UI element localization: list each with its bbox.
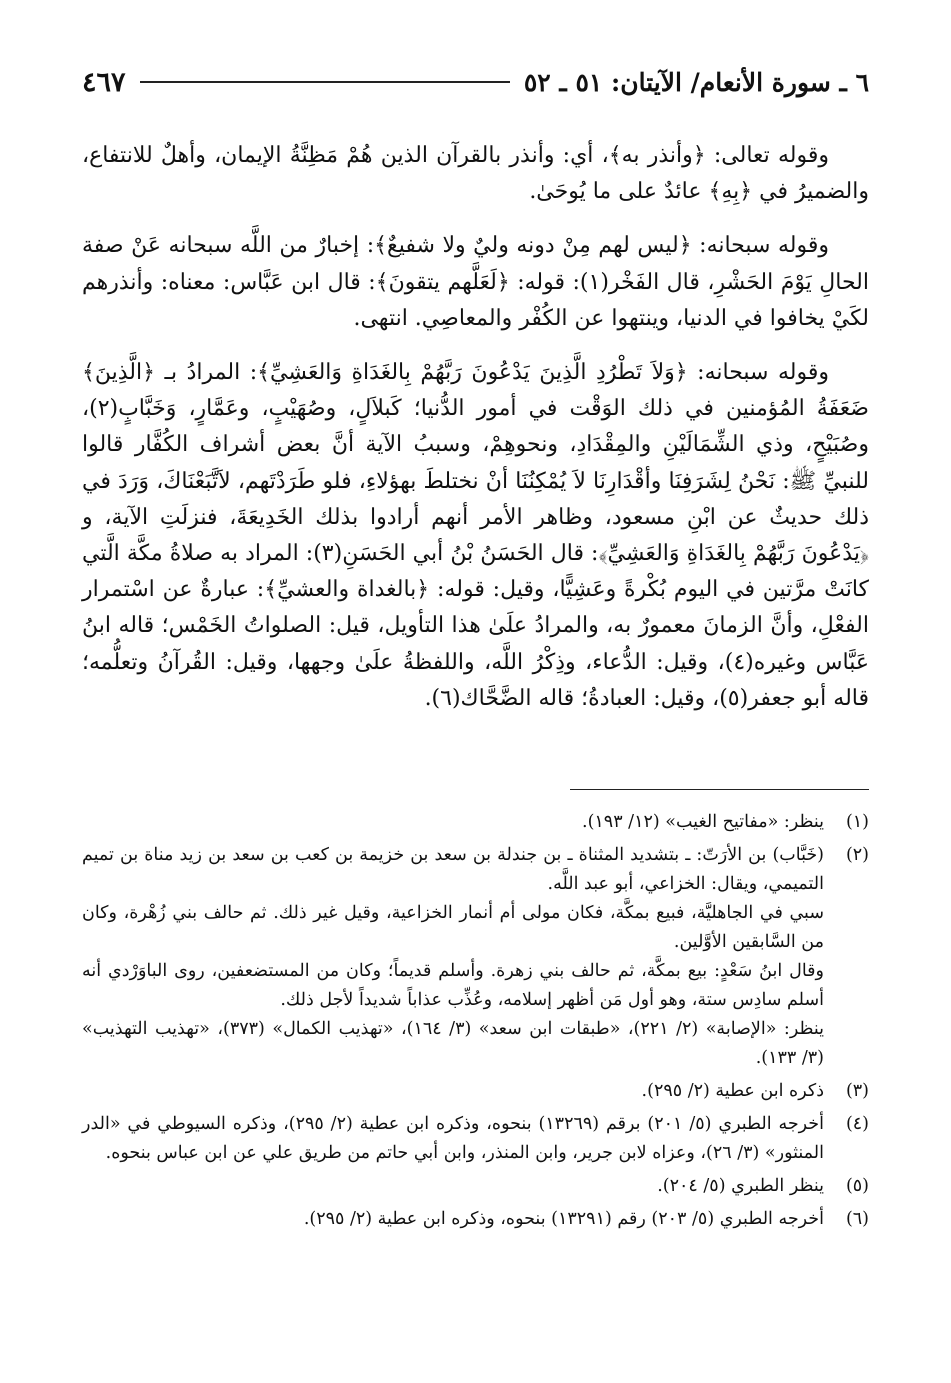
paragraph-2: وقوله سبحانه: ﴿ليس لهم مِنْ دونه وليٌ ولا شفيعٌ﴾: إخبارٌ من اللَّه سبحانه عَنْ صفة الحالِ يَوْمَ الحَشْرِ، قال الفَخْر(١): قوله: ﴿لَعَلَّهم يتقونَ﴾: قال ابن عَبَّاس: معناه: وأنذرهم لكَيْ يخافوا في الدنيا، وينتهوا عن الكُفْر والمعاصِي. انتهى. xyxy=(82,233,869,331)
paragraph-3: وقوله سبحانه: ﴿وَلاَ تَطْرُدِ الَّذِينَ يَدْعُونَ رَبَّهُمْ بِالغَدَاةِ وَالعَشِيِّ﴾: المرادُ بـ ﴿الَّذِينَ﴾ ضَعَفَةُ المُؤمنين في ذلك الوَقْت في أمور الدُّنيا؛ كَبلاَلٍ، وصُهَيْبٍ، وعَمَّارٍ، وَخَبَّابٍ(٢)، وصُبَيْحٍ، وذي الشِّمَالَيْنِ والمِقْدَادِ، ونحوهِمْ، وسببُ الآية أنَّ بعض أشراف الكُفَّار قالوا للنبيِّ ﷺ: نَحْنُ لِشَرَفِنَا وأقْدَارِنَا لاَ يُمْكِنُنَا أنْ نختلطَ بهؤلاءِ، فلو طَرَدْتَهم، لاَتَّبَعْنَاكَ، وَرَدَ في ذلك حديثٌ عن ابْنِ مسعود، وظاهر الأمر أنهم أرادوا بذلك الخَدِيعَةَ، فنزلَتِ الآية، و ﴿يَدْعُونَ رَبَّهُمْ بِالغَدَاةِ وَالعَشِيِّ﴾: قال الحَسَنُ بْنُ أبي الحَسَنِ(٣): المراد به صلاةُ مكَّة الَّتي كانَتْ مرَّتين في اليوم بُكْرةً وعَشِيًّا، وقيل: قوله: ﴿بالغداة والعشيِّ﴾: عبارةٌ عن اسْتمرار الفعْلِ، وأنَّ الزمانَ معمورٌ به، والمرادُ علَىٰ هذا التأويل، قيل: الصلواتُ الخَمْس؛ قاله ابنُ عَبَّاس وغيره(٤)، وقيل: الدُّعاء، وذِكْرُ اللَّه، واللفظةُ علَىٰ وجهها، وقيل: القُرآنُ وتعلُّمه؛ قاله أبو جعفر(٥)، وقيل: العبادةُ؛ قاله الضَّحَّاك(٦). xyxy=(82,360,869,711)
footnote-6 xyxy=(82,1205,869,1234)
footnote-2 xyxy=(82,841,869,1073)
footnote-number: (٤) xyxy=(845,1114,869,1134)
footnote-text: سبي في الجاهليَّة، فبيع بمكَّة، فكان مولى أم أنمار الخزاعية، وقيل غير ذلك. ثم حالف بني زُهْرة، وكان من السَّابقين الأوَّلين. xyxy=(82,903,824,952)
footnote-number: (٥) xyxy=(845,1176,869,1196)
footnote-number: (٢) xyxy=(845,845,869,865)
footnote-separator xyxy=(570,789,869,790)
footnote-text: وقال ابنُ سَعْدٍ: بيع بمكَّة، ثم حالف بني زهرة. وأسلم قديماً؛ وكان من المستضعفين، روى الباوَرْدي أنه أسلم سادِس ستة، وهو أول مَن أظهر إسلامه، وعُذِّب عذاباً شديداً لأجل ذلك. xyxy=(82,961,824,1010)
main-text xyxy=(82,138,869,735)
footnote-number: (٣) xyxy=(845,1081,869,1101)
footnote-1 xyxy=(82,808,869,837)
header-rule xyxy=(140,81,510,83)
footnote-text: ذكره ابن عطية (٢/ ٢٩٥). xyxy=(641,1081,824,1101)
footnote-number: (٦) xyxy=(845,1209,869,1229)
footnote-text: ينظر الطبري (٥/ ٢٠٤). xyxy=(657,1176,824,1196)
footnotes xyxy=(82,808,869,1234)
page-number: ٤٦٧ xyxy=(82,66,126,98)
header-title: ٦ ـ سورة الأنعام/ الآيتان: ٥١ ـ ٥٢ xyxy=(523,67,869,97)
footnote-text: أخرجه الطبري (٥/ ٢٠١) برقم (١٣٢٦٩) بنحوه، وذكره ابن عطية (٢/ ٢٩٥)، وذكره السيوطي في «الدر المنثور» (٣/ ٢٦)، وعزاه لابن جرير، وابن المنذر، وابن أبي حاتم من طريق علي عن ابن عباس بنحوه. xyxy=(82,1114,824,1163)
footnote-text: (خَبَّاب) بن الأرَتّ: ـ بتشديد المثناة ـ بن جندلة بن سعد بن خزيمة بن كعب بن سعد بن زيد مناة بن تميم التميمي، ويقال: الخزاعي، أبو عبد اللَّه. xyxy=(82,845,824,894)
footnote-text: ينظر: «الإصابة» (٢/ ٢٢١)، «طبقات ابن سعد» (٣/ ١٦٤)، «تهذيب الكمال» (٣٧٣)، «تهذيب التهذيب» (٣/ ١٣٣). xyxy=(82,1019,824,1068)
footnote-number: (١) xyxy=(845,812,869,832)
footnote-5 xyxy=(82,1172,869,1201)
footnote-3 xyxy=(82,1077,869,1106)
footnote-text: أخرجه الطبري (٥/ ٢٠٣) رقم (١٣٢٩١) بنحوه، وذكره ابن عطية (٢/ ٢٩٥). xyxy=(303,1209,824,1229)
running-header xyxy=(82,62,869,102)
footnote-4 xyxy=(82,1110,869,1168)
paragraph-1: وقوله تعالى: ﴿وأنذر به﴾، أي: وأنذر بالقرآن الذين هُمْ مَظِنَّةُ الإيمان، وأهلٌ للانتفاع، والضميرُ في ﴿بِهِ﴾ عائدٌ على ما يُوحَىٰ. xyxy=(82,143,869,205)
footnote-text: ينظر: «مفاتيح الغيب» (١٢/ ١٩٣). xyxy=(582,812,824,832)
